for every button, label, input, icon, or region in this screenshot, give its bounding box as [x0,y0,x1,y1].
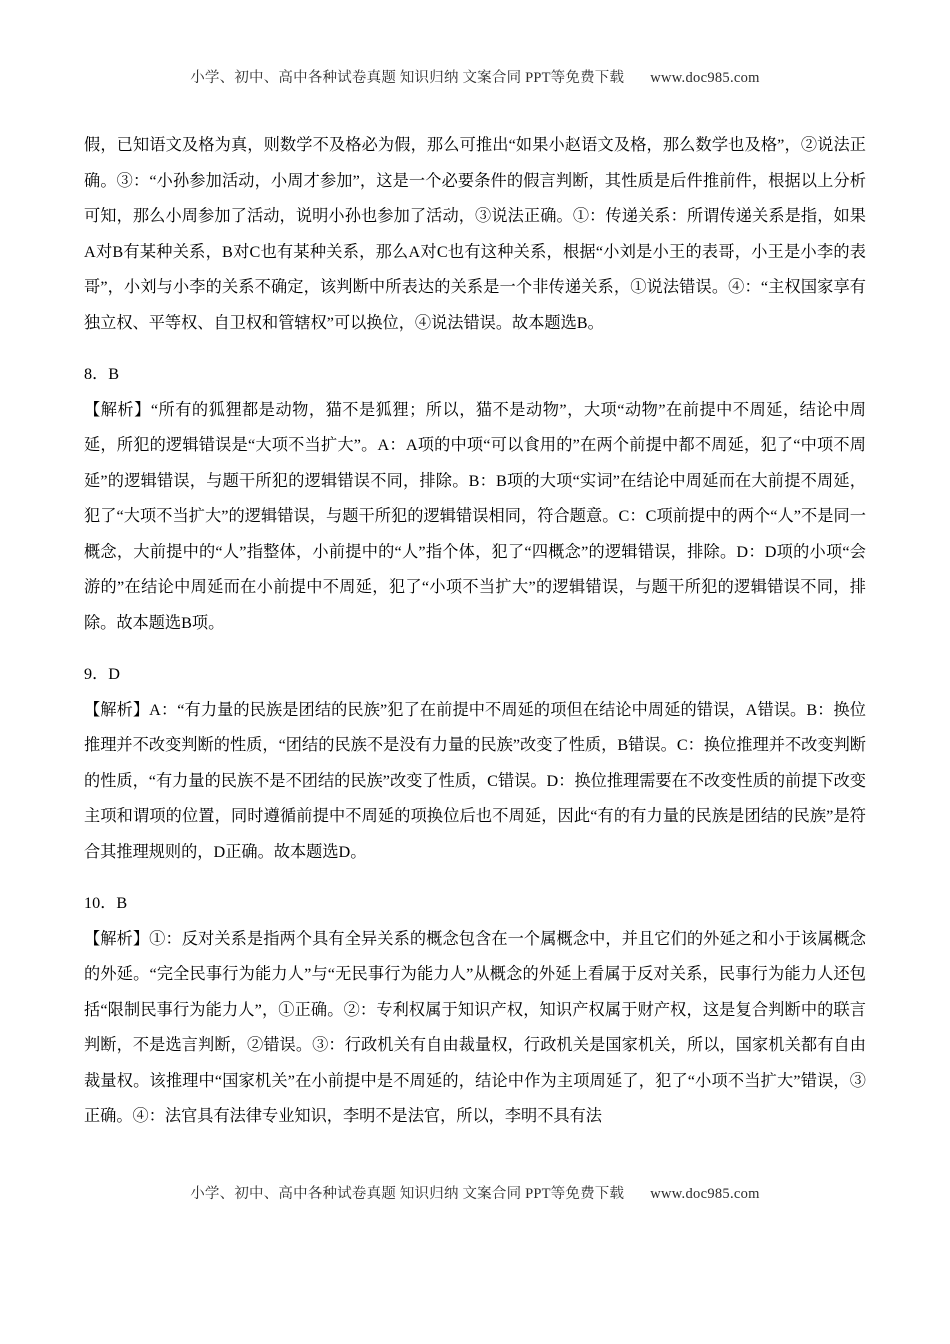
analysis-9: 【解析】A：“有力量的民族是团结的民族”犯了在前提中不周延的项但在结论中周延的错误，A错误。B：换位推理并不改变判断的性质，“团结的民族不是没有力量的民族”改变了性质，B错误。C：换位推理并不改变判断的性质，“有力量的民族不是不团结的民族”改变了性质，C错误。D：换位推理需要在不改变性质的前提下改变主项和谓项的位置，同时遵循前提中不周延的项换位后也不周延，因此“有的有力量的民族是团结的民族”是符合其推理规则的，D正确。故本题选D。 [84,700,866,861]
analysis-8: 【解析】“所有的狐狸都是动物，猫不是狐狸；所以，猫不是动物”，大项“动物”在前提中不周延，结论中周延，所犯的逻辑错误是“大项不当扩大”。A：A项的中项“可以食用的”在两个前提中都不周延，犯了“中项不周延”的逻辑错误，与题干所犯的逻辑错误不同，排除。B：B项的大项“实词”在结论中周延而在大前提不周延，犯了“大项不当扩大”的逻辑错误，与题干所犯的逻辑错误相同，符合题意。C：C项前提中的两个“人”不是同一概念，大前提中的“人”指整体，小前提中的“人”指个体，犯了“四概念”的逻辑错误，排除。D：D项的小项“会游的”在结论中周延而在小前提中不周延，犯了“小项不当扩大”的逻辑错误，与题干所犯的逻辑错误不同，排除。故本题选B项。 [84,400,866,632]
answer-heading-10: 10．B [84,894,128,912]
continued-paragraph: 假，已知语文及格为真，则数学不及格必为假，那么可推出“如果小赵语文及格，那么数学也及格”，②说法正确。③：“小孙参加活动，小周才参加”，这是一个必要条件的假言判断，其性质是后件推前件，根据以上分析可知，那么小周参加了活动，说明小孙也参加了活动，③说法正确。①：传递关系：所谓传递关系是指，如果A对B有某种关系，B对C也有某种关系，那么A对C也有这种关系，根据“小刘是小王的表哥，小王是小李的表哥”，小刘与小李的关系不确定，该判断中所表达的关系是一个非传递关系，①说法错误。④：“主权国家享有独立权、平等权、自卫权和管辖权”可以换位，④说法错误。故本题选B。 [84,136,866,332]
watermark-top [0,66,950,87]
answer-heading-9: 9．D [84,665,120,683]
watermark-bottom [0,1182,950,1203]
analysis-10: 【解析】①：反对关系是指两个具有全异关系的概念包含在一个属概念中，并且它们的外延之和小于该属概念的外延。“完全民事行为能力人”与“无民事行为能力人”从概念的外延上看属于反对关系，民事行为能力人还包括“限制民事行为能力人”，①正确。②：专利权属于知识产权，知识产权属于财产权，这是复合判断中的联言判断，不是选言判断，②错误。③：行政机关有自由裁量权，行政机关是国家机关，所以，国家机关都有自由裁量权。该推理中“国家机关”在小前提中是不周延的，结论中作为主项周延了，犯了“小项不当扩大”错误，③正确。④：法官具有法律专业知识，李明不是法官，所以，李明不具有法 [84,929,866,1125]
document-body [84,128,866,1135]
answer-heading-8: 8．B [84,365,120,383]
watermark-text: 小学、初中、高中各种试卷真题 知识归纳 文案合同 PPT等免费下载 [190,1186,625,1202]
watermark-site: www.doc985.com [650,70,760,86]
watermark-text: 小学、初中、高中各种试卷真题 知识归纳 文案合同 PPT等免费下载 [190,70,625,86]
watermark-site: www.doc985.com [650,1186,760,1202]
